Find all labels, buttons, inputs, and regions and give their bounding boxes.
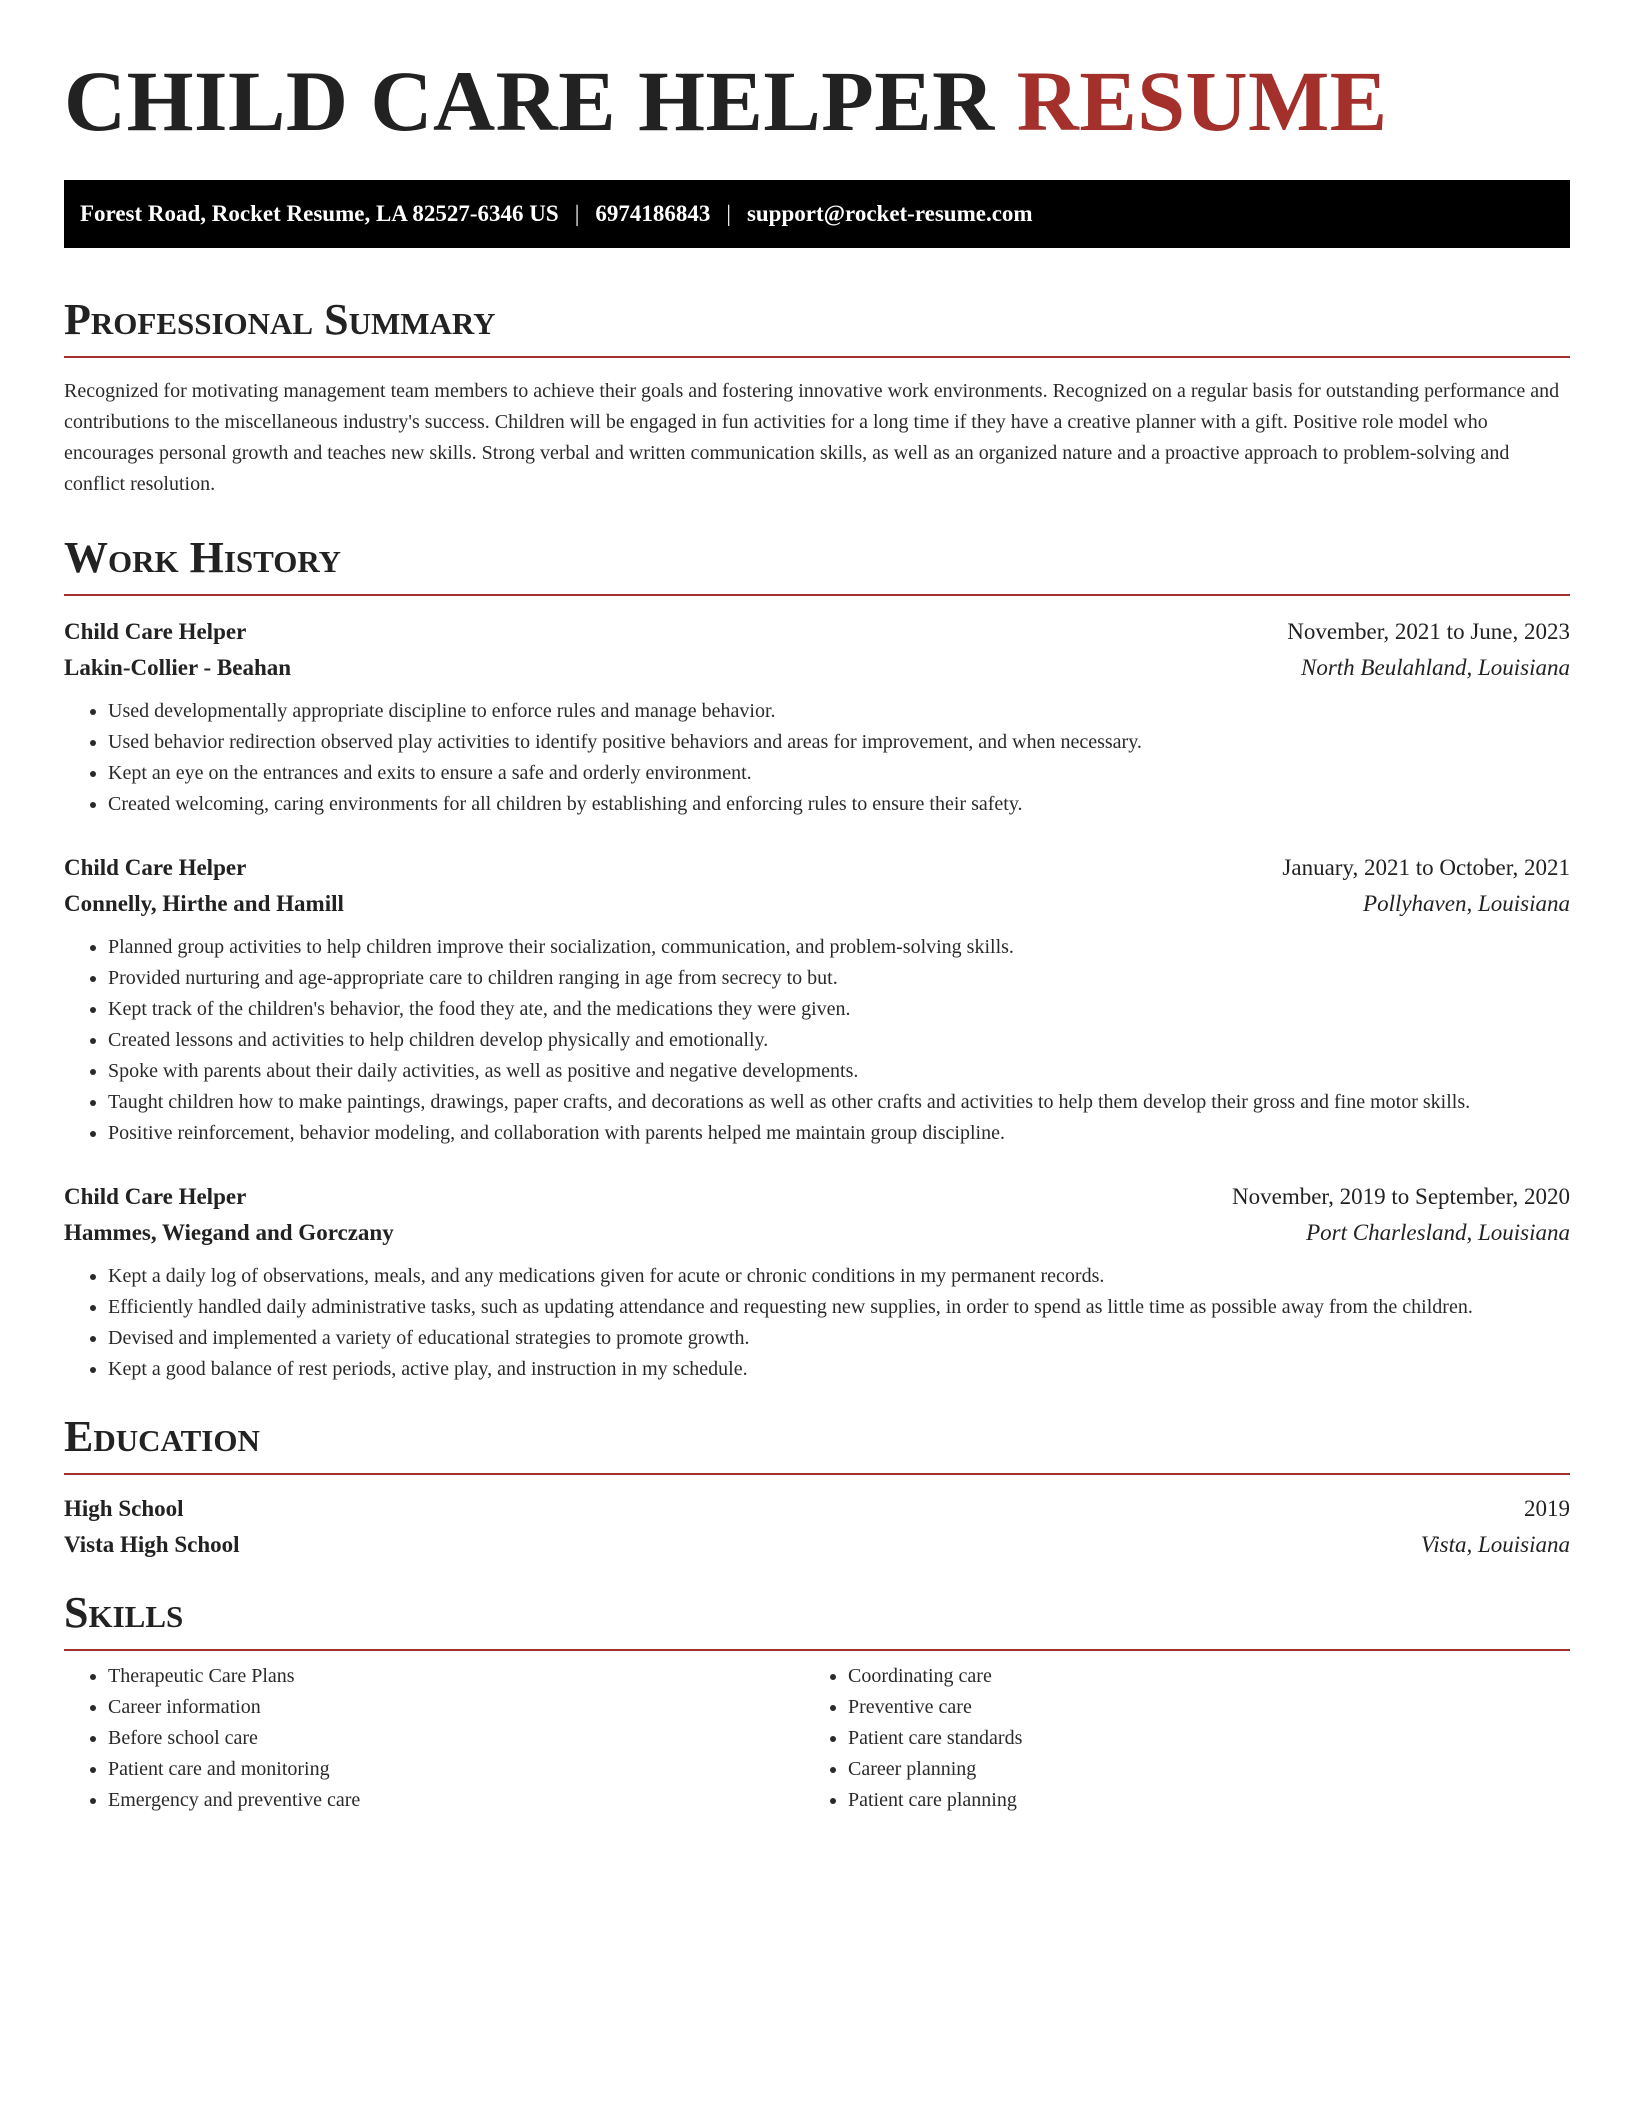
job-company: Hammes, Wiegand and Gorczany <box>64 1220 394 1245</box>
education-location: Vista, Louisiana <box>1420 1532 1570 1557</box>
skill-item: • Career information <box>108 1692 804 1723</box>
summary-text: Recognized for motivating management team members to achieve their goals and fostering innovative work environments. Recognized on a regular basis for outstanding performance and contributions to the miscellaneous industry's success. Children will be engaged in fun activities for a long time if they have a creative planner with a gift. Positive role model who encourages personal growth and teaches new skills. Strong verbal and written communication skills, as well as an organized nature and a proactive approach to problem-solving and conflict resolution. <box>64 380 1560 495</box>
summary-section <box>64 295 1570 500</box>
education-heading: Education <box>64 1415 1570 1475</box>
work-history-heading: Work History <box>64 536 1570 596</box>
education-degree: High School <box>64 1496 184 1521</box>
job-bullet: • Positive reinforcement, behavior modeling, and collaboration with parents helped me maintain group discipline. <box>108 1118 1570 1149</box>
job-company-row <box>64 1215 1570 1251</box>
job-dates: January, 2021 to October, 2021 <box>1282 855 1570 880</box>
skills-columns <box>64 1661 1570 1816</box>
job-company: Connelly, Hirthe and Hamill <box>64 891 344 916</box>
skills-list-left <box>64 1661 804 1816</box>
education-school-row <box>64 1527 1570 1563</box>
education-section <box>64 1412 1570 1563</box>
education-row <box>64 1491 1570 1527</box>
job-bullet: • Efficiently handled daily administrative tasks, such as updating attendance and requesting new supplies, in order to spend as little time as possible away from the children. <box>108 1292 1570 1323</box>
job-bullets <box>64 696 1570 820</box>
job-location: North Beulahland, Louisiana <box>1301 655 1570 680</box>
job-dates: November, 2019 to September, 2020 <box>1232 1184 1570 1209</box>
skills-section <box>64 1588 1570 1816</box>
job-bullet: • Kept track of the children's behavior, the food they ate, and the medications they were given. <box>108 994 1570 1025</box>
skills-list-right <box>804 1661 1544 1816</box>
job-header-row <box>64 614 1570 650</box>
resume-title <box>64 53 1570 149</box>
job-bullet: • Planned group activities to help children improve their socialization, communication, and problem-solving skills. <box>108 932 1570 963</box>
job-dates: November, 2021 to June, 2023 <box>1287 619 1570 644</box>
job-bullet: • Kept an eye on the entrances and exits to ensure a safe and orderly environment. <box>108 758 1570 789</box>
education-year: 2019 <box>1524 1496 1570 1521</box>
education-school: Vista High School <box>64 1532 240 1557</box>
job-location: Pollyhaven, Louisiana <box>1363 891 1570 916</box>
job-company-row <box>64 886 1570 922</box>
job-bullet: • Provided nurturing and age-appropriate care to children ranging in age from secrecy to but. <box>108 963 1570 994</box>
contact-phone: 6974186843 <box>595 201 711 226</box>
job-title: Child Care Helper <box>64 855 247 880</box>
job-bullet: • Created welcoming, caring environments for all children by establishing and enforcing rules to ensure their safety. <box>108 789 1570 820</box>
title-main: CHILD CARE HELPER <box>64 53 995 149</box>
job-bullet: • Used developmentally appropriate discipline to enforce rules and manage behavior. <box>108 696 1570 727</box>
job-bullet: • Kept a good balance of rest periods, active play, and instruction in my schedule. <box>108 1354 1570 1385</box>
contact-address: Forest Road, Rocket Resume, LA 82527-6346 US <box>80 201 559 226</box>
job-bullet: • Spoke with parents about their daily activities, as well as positive and negative developments. <box>108 1056 1570 1087</box>
job-header-row <box>64 1179 1570 1215</box>
job-entry <box>64 850 1570 1149</box>
contact-bar <box>64 180 1570 248</box>
contact-email: support@rocket-resume.com <box>746 201 1033 226</box>
summary-heading: Professional Summary <box>64 298 1570 358</box>
education-entry <box>64 1491 1570 1563</box>
job-company: Lakin-Collier - Beahan <box>64 655 292 680</box>
job-header-row <box>64 850 1570 886</box>
work-history-section <box>64 533 1570 1385</box>
skill-item: • Therapeutic Care Plans <box>108 1661 804 1692</box>
skill-item: • Patient care planning <box>848 1785 1544 1816</box>
job-bullets <box>64 1261 1570 1385</box>
contact-separator: | <box>574 201 580 226</box>
job-bullet: • Kept a daily log of observations, meals, and any medications given for acute or chronic conditions in my permanent records. <box>108 1261 1570 1292</box>
skill-item: • Emergency and preventive care <box>108 1785 804 1816</box>
job-bullet: • Taught children how to make paintings, drawings, paper crafts, and decorations as well as other crafts and activities to help them develop their gross and fine motor skills. <box>108 1087 1570 1118</box>
job-company-row <box>64 650 1570 686</box>
contact-separator: | <box>726 201 731 226</box>
skill-item: • Patient care standards <box>848 1723 1544 1754</box>
job-title: Child Care Helper <box>64 1184 247 1209</box>
skill-item: • Before school care <box>108 1723 804 1754</box>
job-entry <box>64 614 1570 820</box>
job-bullet: • Created lessons and activities to help children develop physically and emotionally. <box>108 1025 1570 1056</box>
title-accent: RESUME <box>1016 53 1388 149</box>
job-title: Child Care Helper <box>64 619 247 644</box>
skill-item: • Patient care and monitoring <box>108 1754 804 1785</box>
job-location: Port Charlesland, Louisiana <box>1306 1220 1570 1245</box>
skills-heading: Skills <box>64 1591 1570 1651</box>
skill-item: • Career planning <box>848 1754 1544 1785</box>
job-entry <box>64 1179 1570 1385</box>
skill-item: • Preventive care <box>848 1692 1544 1723</box>
job-bullets <box>64 932 1570 1149</box>
skill-item: • Coordinating care <box>848 1661 1544 1692</box>
resume-page <box>64 53 1570 1816</box>
job-bullet: • Used behavior redirection observed play activities to identify positive behaviors and areas for improvement, and when necessary. <box>108 727 1570 758</box>
job-bullet: • Devised and implemented a variety of educational strategies to promote growth. <box>108 1323 1570 1354</box>
